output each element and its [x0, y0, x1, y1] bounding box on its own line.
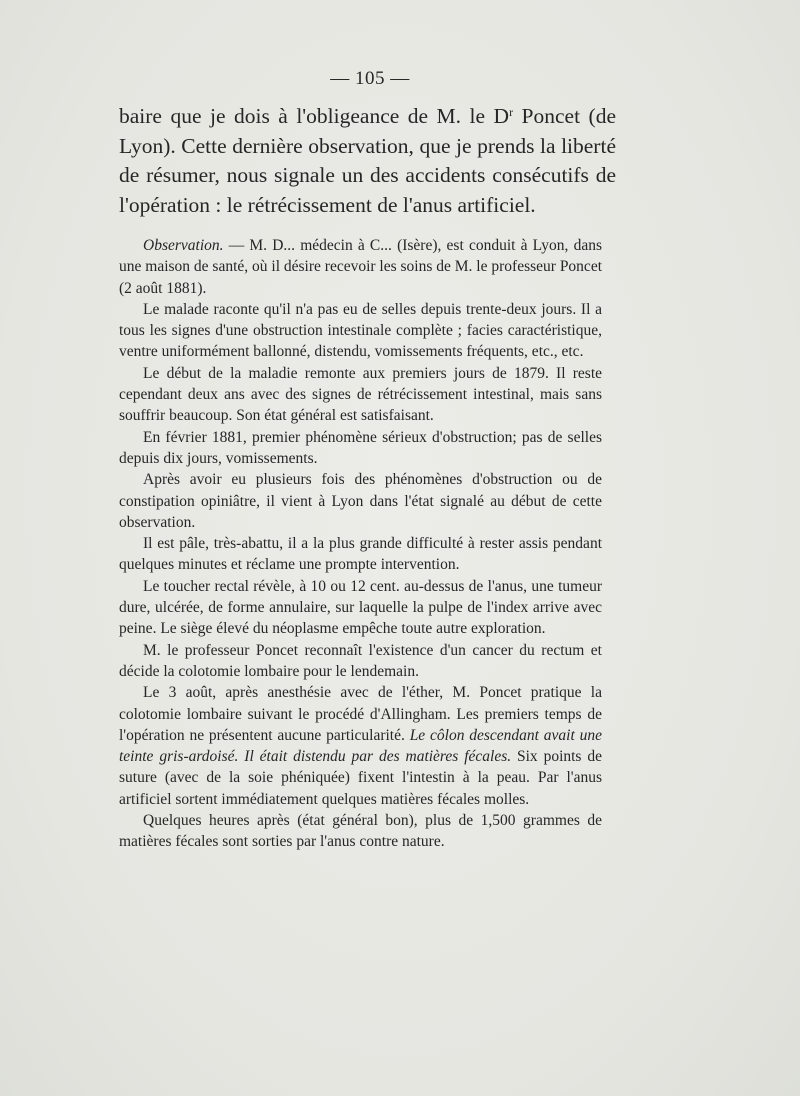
doctor-superscript: r [509, 105, 514, 119]
observation-paragraph-2: Le malade raconte qu'il n'a pas eu de selles depuis trente-deux jours. Il a tous les signes d'une obstruction intestinale complète ; facies caractéristique, ventre uniformément ballonné, distendu, vomissements fréquents, etc., etc. [119, 300, 602, 361]
observation-paragraph-10: Quelques heures après (état général bon), plus de 1,500 grammes de matières fécales sont sorties par l'anus contre nature. [119, 812, 602, 851]
observation-paragraph-1 [119, 235, 602, 299]
para9-italic: Le côlon descendant avait une teinte gris-ardoisé. Il était distendu par des matières fécales. [119, 726, 602, 766]
observation-paragraph-4: En février 1881, premier phénomène sérieux d'obstruction; pas de selles depuis dix jours, vomissements. [119, 428, 602, 467]
para9-rest: Six points de suture (avec de la soie phéniquée) fixent l'intestin à la peau. Par l'anus artificiel sortent immédiatement quelques matières fécales molles. [119, 748, 602, 808]
observation-text: — M. D... médecin à C... (Isère), est conduit à Lyon, dans une maison de santé, où il désire recevoir les soins de M. le professeur Poncet (2 août 1881). [119, 237, 602, 297]
para9-plain: Le 3 août, après anesthésie avec de l'éther, M. Poncet pratique la colotomie lombaire suivant le procédé d'Allingham. Les premiers temps de l'opération ne présentent aucune particularité. [119, 684, 602, 744]
observation-section [119, 235, 602, 853]
observation-paragraph-5: Après avoir eu plusieurs fois des phénomènes d'obstruction ou de constipation opiniâtre, il vient à Lyon dans l'état signalé au début de cette observation. [119, 471, 602, 531]
observation-paragraph-8: M. le professeur Poncet reconnaît l'existence d'un cancer du rectum et décide la colotomie lombaire pour le lendemain. [119, 641, 602, 680]
observation-paragraph-6: Il est pâle, très-abattu, il a la plus grande difficulté à rester assis pendant quelques minutes et réclame une prompte intervention. [119, 535, 602, 574]
intro-paragraph [119, 98, 616, 220]
observation-paragraph-7: Le toucher rectal révèle, à 10 ou 12 cent. au-dessus de l'anus, une tumeur dure, ulcérée, de forme annulaire, sur laquelle la pulpe de l'index arrive avec peine. Le siège élevé du néoplasme empêche toute autre exploration. [119, 577, 602, 638]
observation-paragraph-3: Le début de la maladie remonte aux premiers jours de 1879. Il reste cependant deux ans avec des signes de rétrécissement intestinal, mais sans souffrir beaucoup. Son état général est satisfaisant. [119, 364, 602, 425]
observation-paragraph-9 [119, 682, 602, 810]
intro-text-end: Poncet (de Lyon). Cette dernière observation, que je prends la liberté de résumer, nous signale un des accidents consécutifs de l'opération : le rétrécissement de l'anus artificiel. [119, 104, 616, 217]
intro-text-start: baire que je dois à l'obligeance de M. le D [119, 104, 510, 128]
observation-heading: Observation. [143, 237, 224, 254]
page-number: — 105 — [330, 68, 410, 89]
